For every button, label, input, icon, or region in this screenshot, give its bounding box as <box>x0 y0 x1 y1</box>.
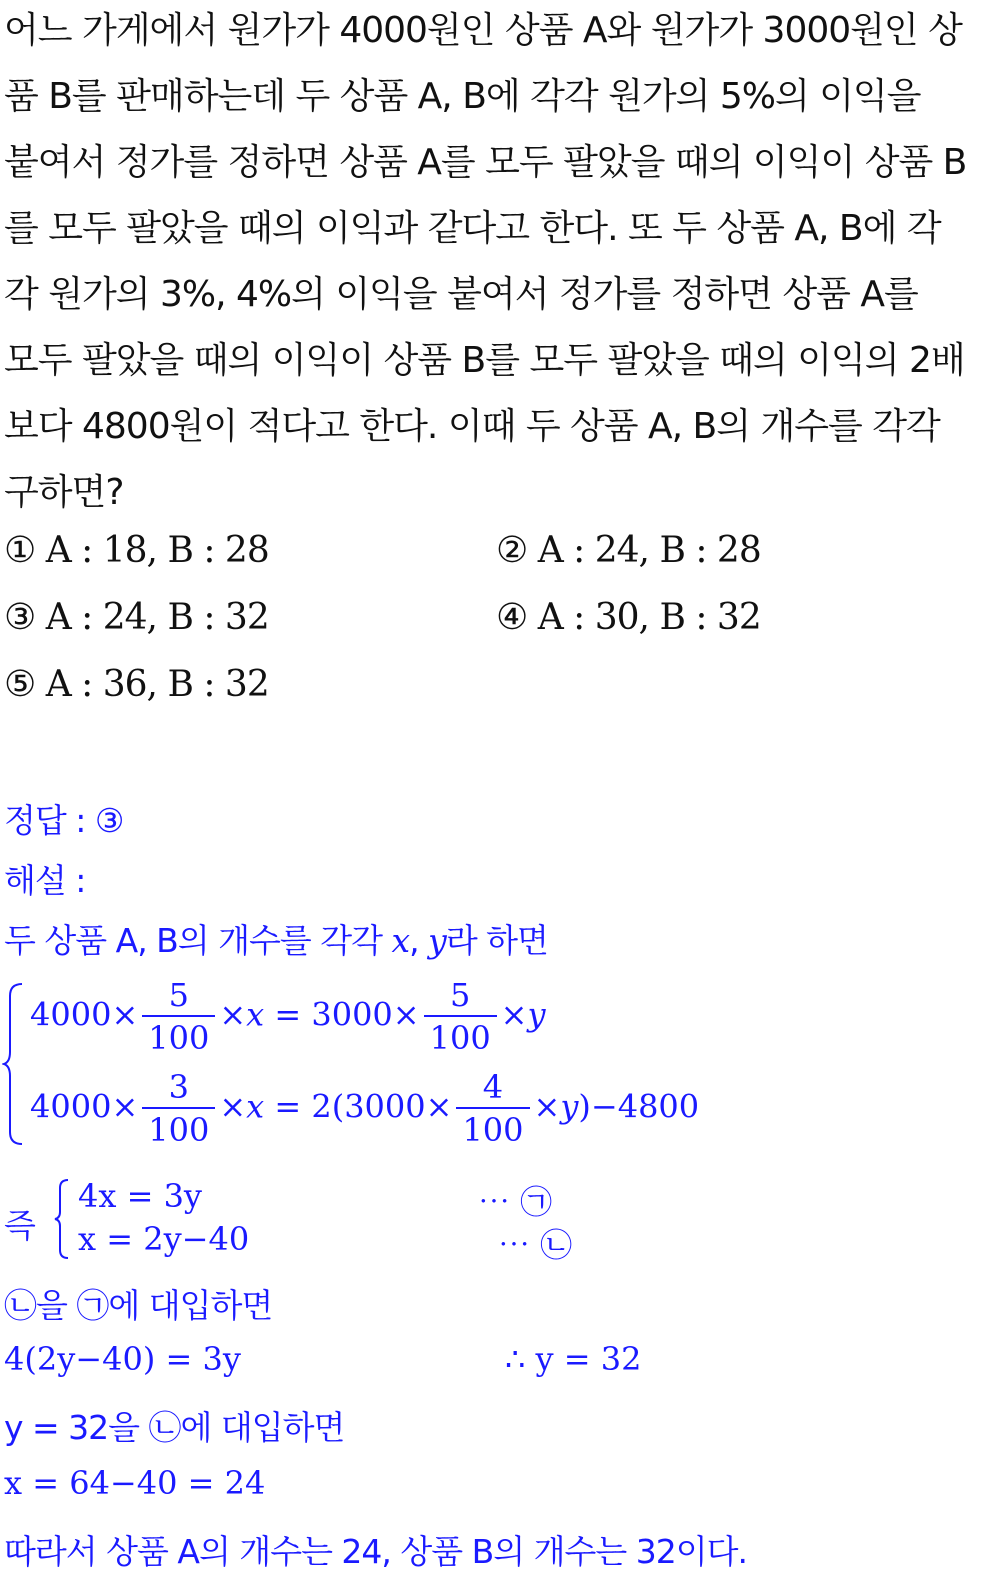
choice-2[interactable]: ② A : 24, B : 28 <box>496 530 761 571</box>
step-result: ∴ y = 32 <box>505 1340 642 1378</box>
fraction: $\frac{5}{100}$ <box>424 975 497 1059</box>
fraction: $\frac{5}{100}$ <box>142 975 215 1059</box>
step-x-value: x = 64−40 = 24 <box>4 1464 266 1502</box>
question-line-1: 어느 가게에서 원가가 4000원인 상품 A와 원가가 3000원인 상 <box>4 10 962 51</box>
system-label: 즉 <box>4 1206 35 1245</box>
fraction: $\frac{4}{100}$ <box>456 1067 529 1151</box>
system-mark-2: ⋯ ㉡ <box>498 1226 573 1264</box>
question-line-5: 각 원가의 3%, 4%의 이익을 붙여서 정가를 정하면 상품 A를 <box>4 274 918 315</box>
choice-5[interactable]: ⑤ A : 36, B : 32 <box>4 664 269 705</box>
choice-3[interactable]: ③ A : 24, B : 32 <box>4 597 269 638</box>
step-substitute-1: ㉡을 ㉠에 대입하면 <box>4 1286 273 1325</box>
step-substitute-2: y = 32을 ㉡에 대입하면 <box>4 1408 345 1447</box>
answer-label: 정답 : ③ <box>4 801 124 840</box>
question-line-3: 붙여서 정가를 정하면 상품 A를 모두 팔았을 때의 이익이 상품 B <box>4 142 967 183</box>
question-line-4: 를 모두 팔았을 때의 이익과 같다고 한다. 또 두 상품 A, B에 각 <box>4 208 941 249</box>
choice-4[interactable]: ④ A : 30, B : 32 <box>496 597 761 638</box>
left-brace-icon <box>2 982 26 1147</box>
system-mark-1: ⋯ ㉠ <box>478 1183 553 1221</box>
step-equation: 4(2y−40) = 3y <box>4 1340 241 1378</box>
equation-2: 4000× $\frac{3}{100}$ ×x = 2(3000× $\frac{4}{100}$ ×y)−4800 <box>30 1068 700 1149</box>
equation-1: 4000× $\frac{5}{100}$ ×x = 3000× $\frac{5}{100}$ ×y <box>30 976 546 1057</box>
left-brace-icon <box>52 1178 72 1260</box>
system-eq-1: 4x = 3y <box>78 1177 202 1215</box>
conclusion: 따라서 상품 A의 개수는 24, 상품 B의 개수는 32이다. <box>4 1532 748 1571</box>
system-eq-2: x = 2y−40 <box>78 1220 250 1258</box>
question-line-2: 품 B를 판매하는데 두 상품 A, B에 각각 원가의 5%의 이익을 <box>4 76 921 117</box>
question-line-8: 구하면? <box>4 472 124 513</box>
choice-1[interactable]: ① A : 18, B : 28 <box>4 530 269 571</box>
question-line-6: 모두 팔았을 때의 이익이 상품 B를 모두 팔았을 때의 이익의 2배 <box>4 340 965 381</box>
explanation-label: 해설 : <box>4 861 86 900</box>
explanation-intro: 두 상품 A, B의 개수를 각각 x, y라 하면 <box>4 921 548 960</box>
fraction: $\frac{3}{100}$ <box>142 1067 215 1151</box>
question-line-7: 보다 4800원이 적다고 한다. 이때 두 상품 A, B의 개수를 각각 <box>4 406 940 447</box>
